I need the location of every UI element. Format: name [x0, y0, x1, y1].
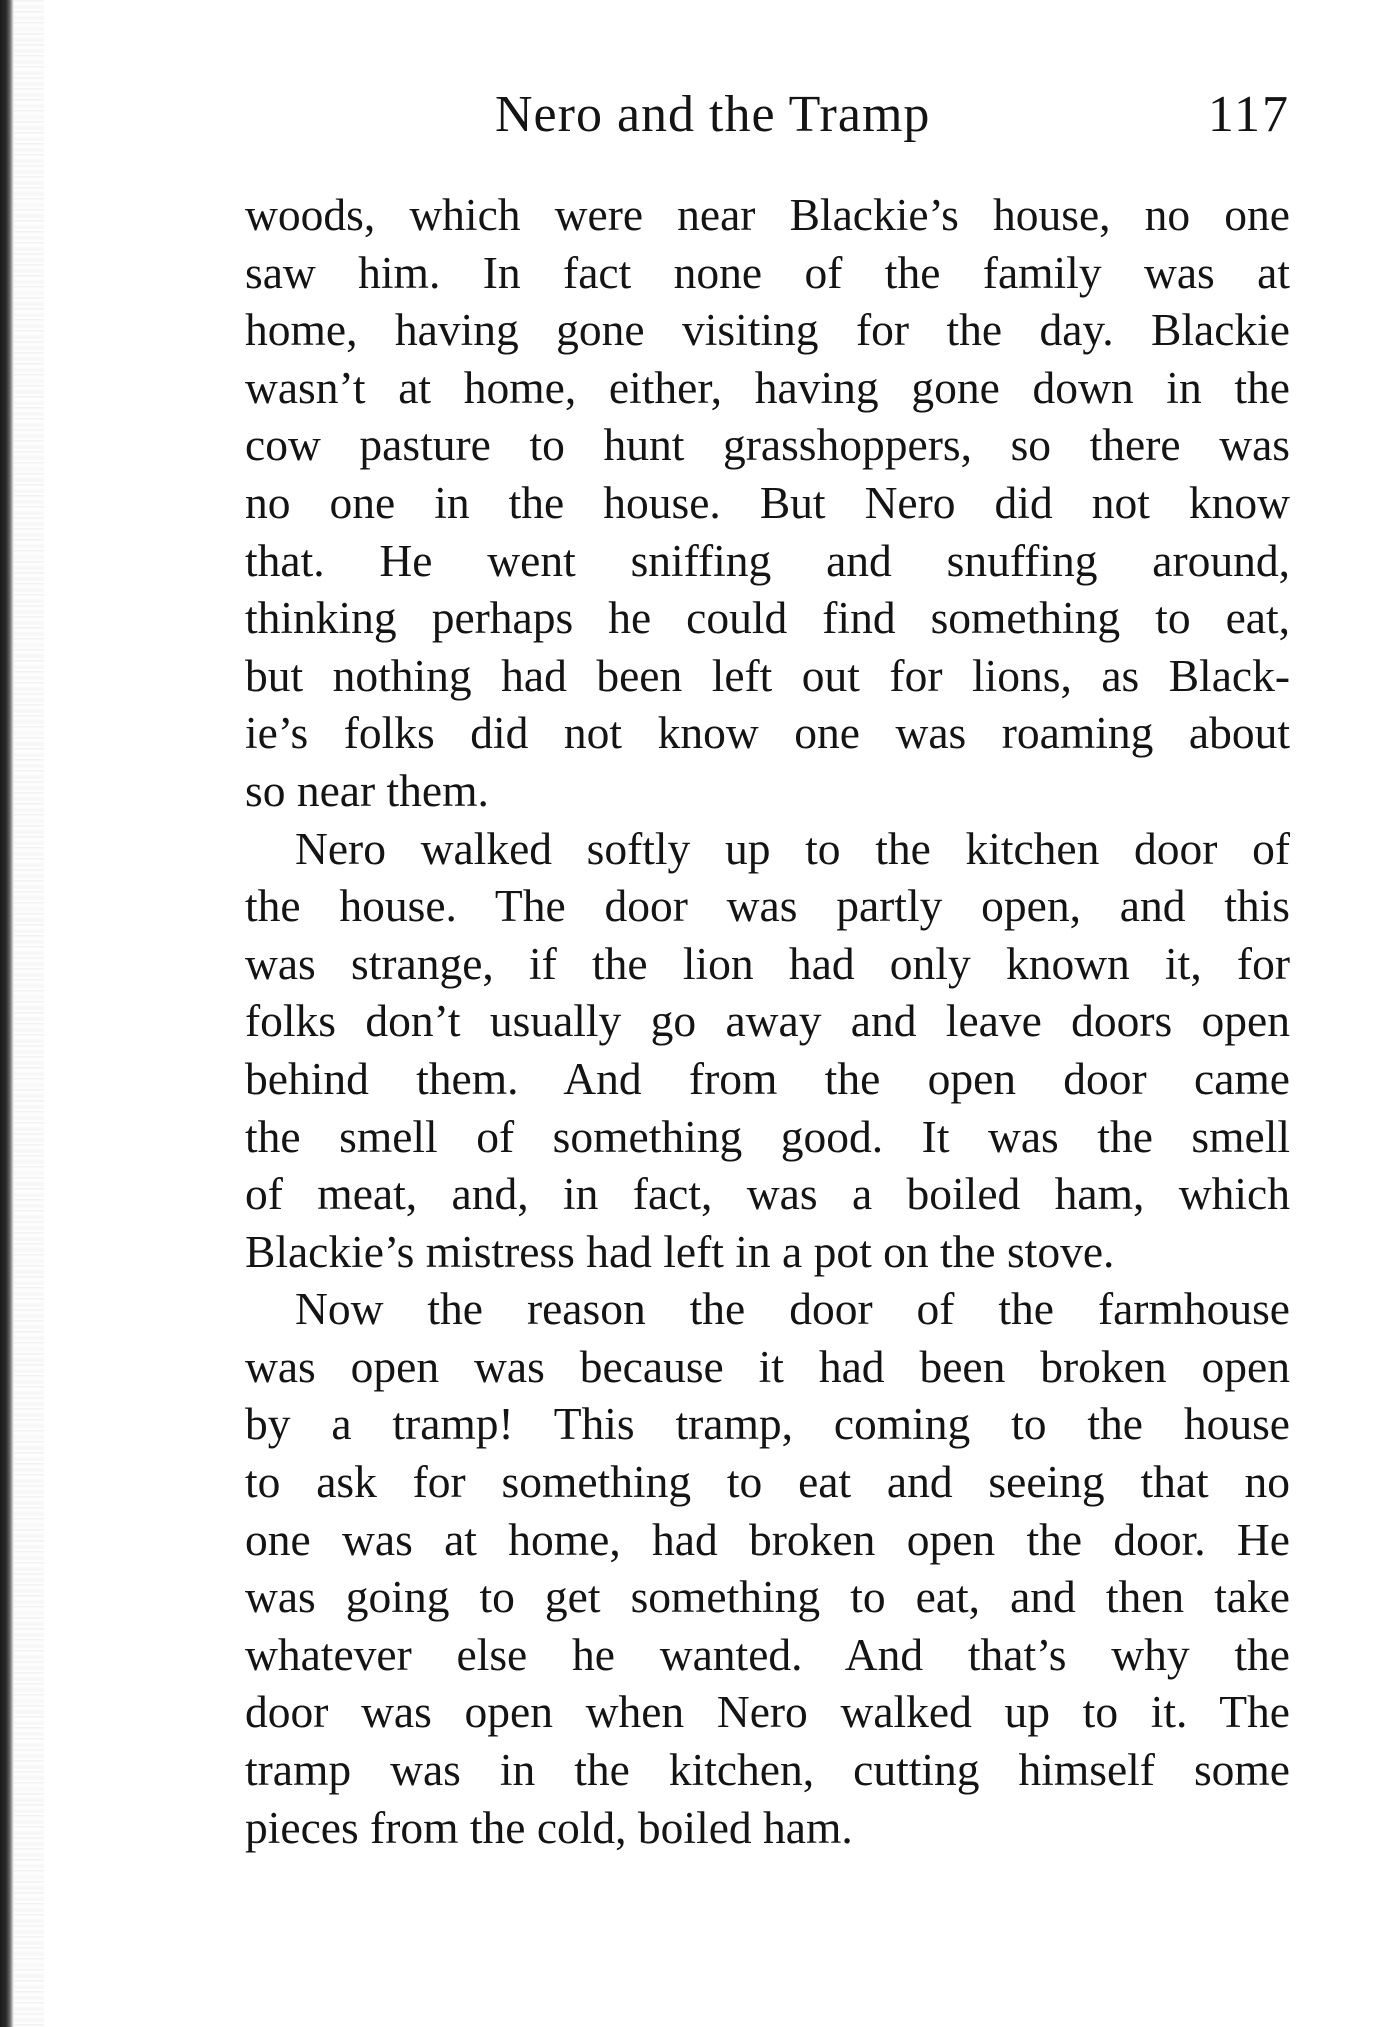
text-line: but nothing had been left out for lions, as Black-: [245, 649, 1290, 701]
text-line: of meat, and, in fact, was a boiled ham, which: [245, 1168, 1290, 1220]
text-line: home, having gone visiting for the day. Blackie: [245, 304, 1290, 356]
text-line: by a tramp! This tramp, coming to the house: [245, 1398, 1290, 1450]
text-line: door was open when Nero walked up to it. The: [245, 1686, 1290, 1738]
paragraph-start-line: Now the reason the door of the farmhouse: [295, 1283, 1290, 1335]
text-line: was going to get something to eat, and then take: [245, 1571, 1290, 1623]
text-line: the house. The door was partly open, and this: [245, 880, 1290, 932]
text-line: ie’s folks did not know one was roaming about: [245, 707, 1290, 759]
running-head: [245, 85, 1290, 155]
text-line: to ask for something to eat and seeing that no: [245, 1456, 1290, 1508]
page-binding-edge: [0, 0, 14, 2027]
text-line: saw him. In fact none of the family was at: [245, 246, 1290, 298]
body-text: [245, 186, 1290, 1856]
text-line: folks don’t usually go away and leave doors open: [245, 995, 1290, 1047]
text-line: wasn’t at home, either, having gone down in the: [245, 361, 1290, 413]
text-line: one was at home, had broken open the door. He: [245, 1513, 1290, 1565]
text-line: that. He went sniffing and snuffing around,: [245, 534, 1290, 586]
text-line: tramp was in the kitchen, cutting himself some: [245, 1744, 1290, 1796]
text-line: cow pasture to hunt grasshoppers, so there was: [245, 419, 1290, 471]
page-binding-shadow: [14, 0, 44, 2027]
text-line: thinking perhaps he could find something to eat,: [245, 592, 1290, 644]
page-number: 117: [1207, 86, 1290, 143]
text-line: was open was because it had been broken open: [245, 1340, 1290, 1392]
text-line: was strange, if the lion had only known it, for: [245, 937, 1290, 989]
paragraph-end-line: so near them.: [245, 764, 489, 816]
text-line: behind them. And from the open door came: [245, 1052, 1290, 1104]
running-title: Nero and the Tramp: [495, 86, 931, 143]
text-line: whatever else he wanted. And that’s why the: [245, 1628, 1290, 1680]
paragraph-start-line: Nero walked softly up to the kitchen door of: [295, 822, 1290, 874]
text-line: the smell of something good. It was the smell: [245, 1110, 1290, 1162]
paragraph-end-line: Blackie’s mistress had left in a pot on the stove.: [245, 1225, 1115, 1277]
text-line: no one in the house. But Nero did not know: [245, 476, 1290, 528]
paragraph-end-line: pieces from the cold, boiled ham.: [245, 1801, 853, 1853]
text-line: woods, which were near Blackie’s house, no one: [245, 189, 1290, 240]
